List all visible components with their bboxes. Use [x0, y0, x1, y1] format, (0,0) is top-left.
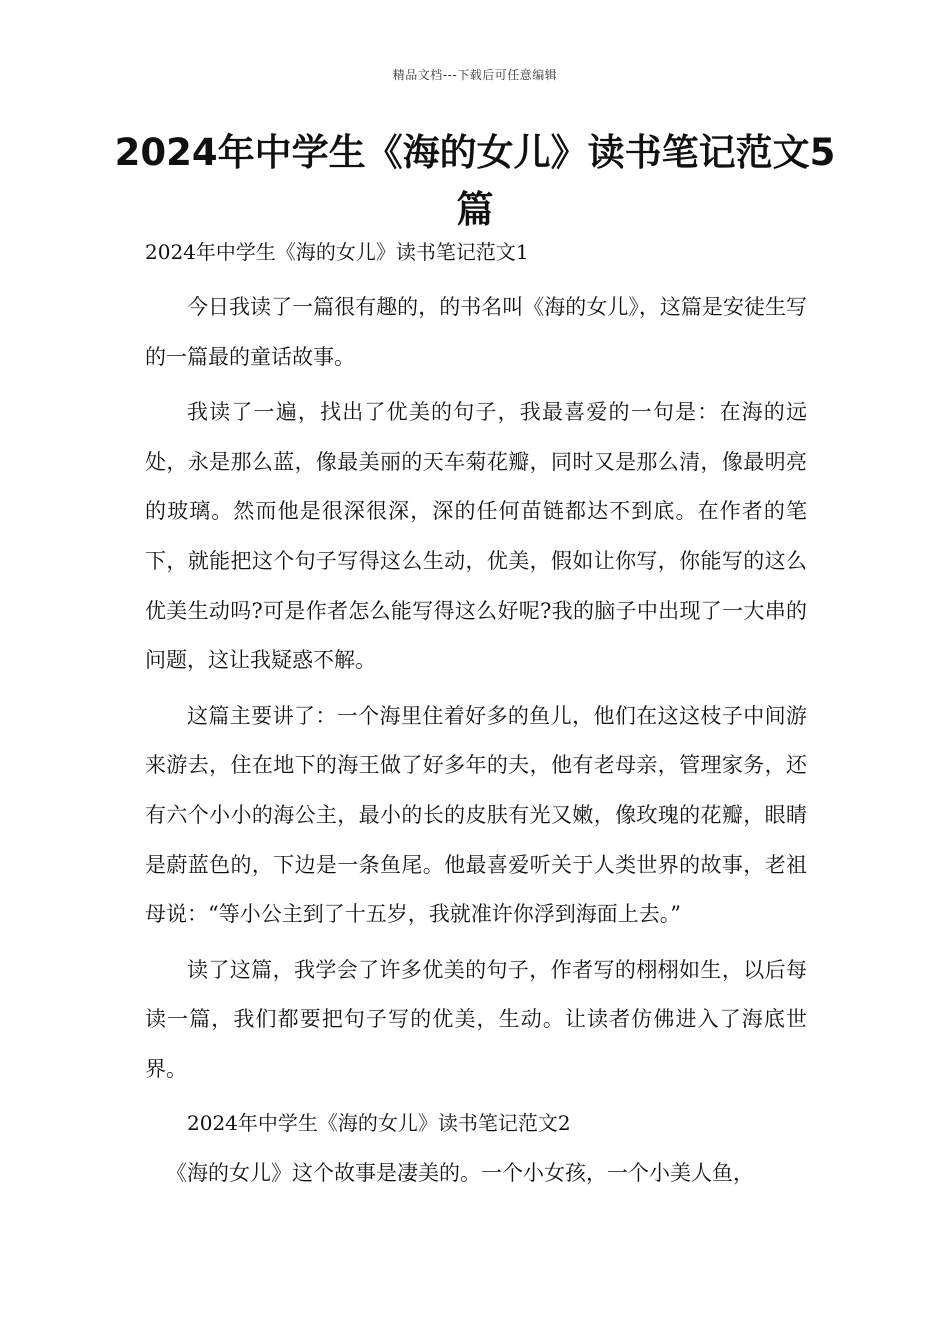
paragraph: 今日我读了一篇很有趣的，的书名叫《海的女儿》，这篇是安徒生写的一篇最的童话故事。 [145, 295, 807, 369]
document-title: 2024年中学生《海的女儿》读书笔记范文5篇 [114, 131, 836, 231]
paragraph: 《海的女儿》这个故事是凄美的。一个小女孩，一个小美人鱼， [166, 1160, 754, 1185]
document-body [145, 232, 807, 1198]
section-heading: 2024年中学生《海的女儿》读书笔记范文1 [145, 240, 529, 264]
paragraph: 我读了一遍，找出了优美的句子，我最喜爱的一句是：在海的远处，永是那么蓝，像最美丽的天车菊花瓣，同时又是那么清，像最明亮的玻璃。然而他是很深很深，深的任何苗链都达不到底。在作者的笔下，就能把这个句子写得这么生动，优美，假如让你写，你能写的这么优美生动吗?可是作者怎么能写得这么好呢?我的脑子中出现了一大串的问题，这让我疑惑不解。 [145, 400, 807, 673]
page-header: 精品文档---下载后可任意编辑 [392, 68, 558, 82]
section-1 [145, 232, 807, 1095]
paragraph: 这篇主要讲了：一个海里住着好多的鱼儿，他们在这这枝子中间游来游去，住在地下的海王做了好多年的夫，他有老母亲，管理家务，还有六个小小的海公主，最小的长的皮肤有光又嫩，像玫瑰的花瓣，眼睛是蔚蓝色的，下边是一条鱼尾。他最喜爱听关于人类世界的故事，老祖母说：“等小公主到了十五岁，我就准许你浮到海面上去。” [145, 703, 807, 927]
section-heading: 2024年中学生《海的女儿》读书笔记范文2 [187, 1110, 571, 1135]
paragraph: 读了这篇，我学会了许多优美的句子，作者写的栩栩如生，以后每读一篇，我们都要把句子写的优美，生动。让读者仿佛进入了海底世界。 [145, 957, 807, 1081]
section-2 [145, 1103, 807, 1199]
